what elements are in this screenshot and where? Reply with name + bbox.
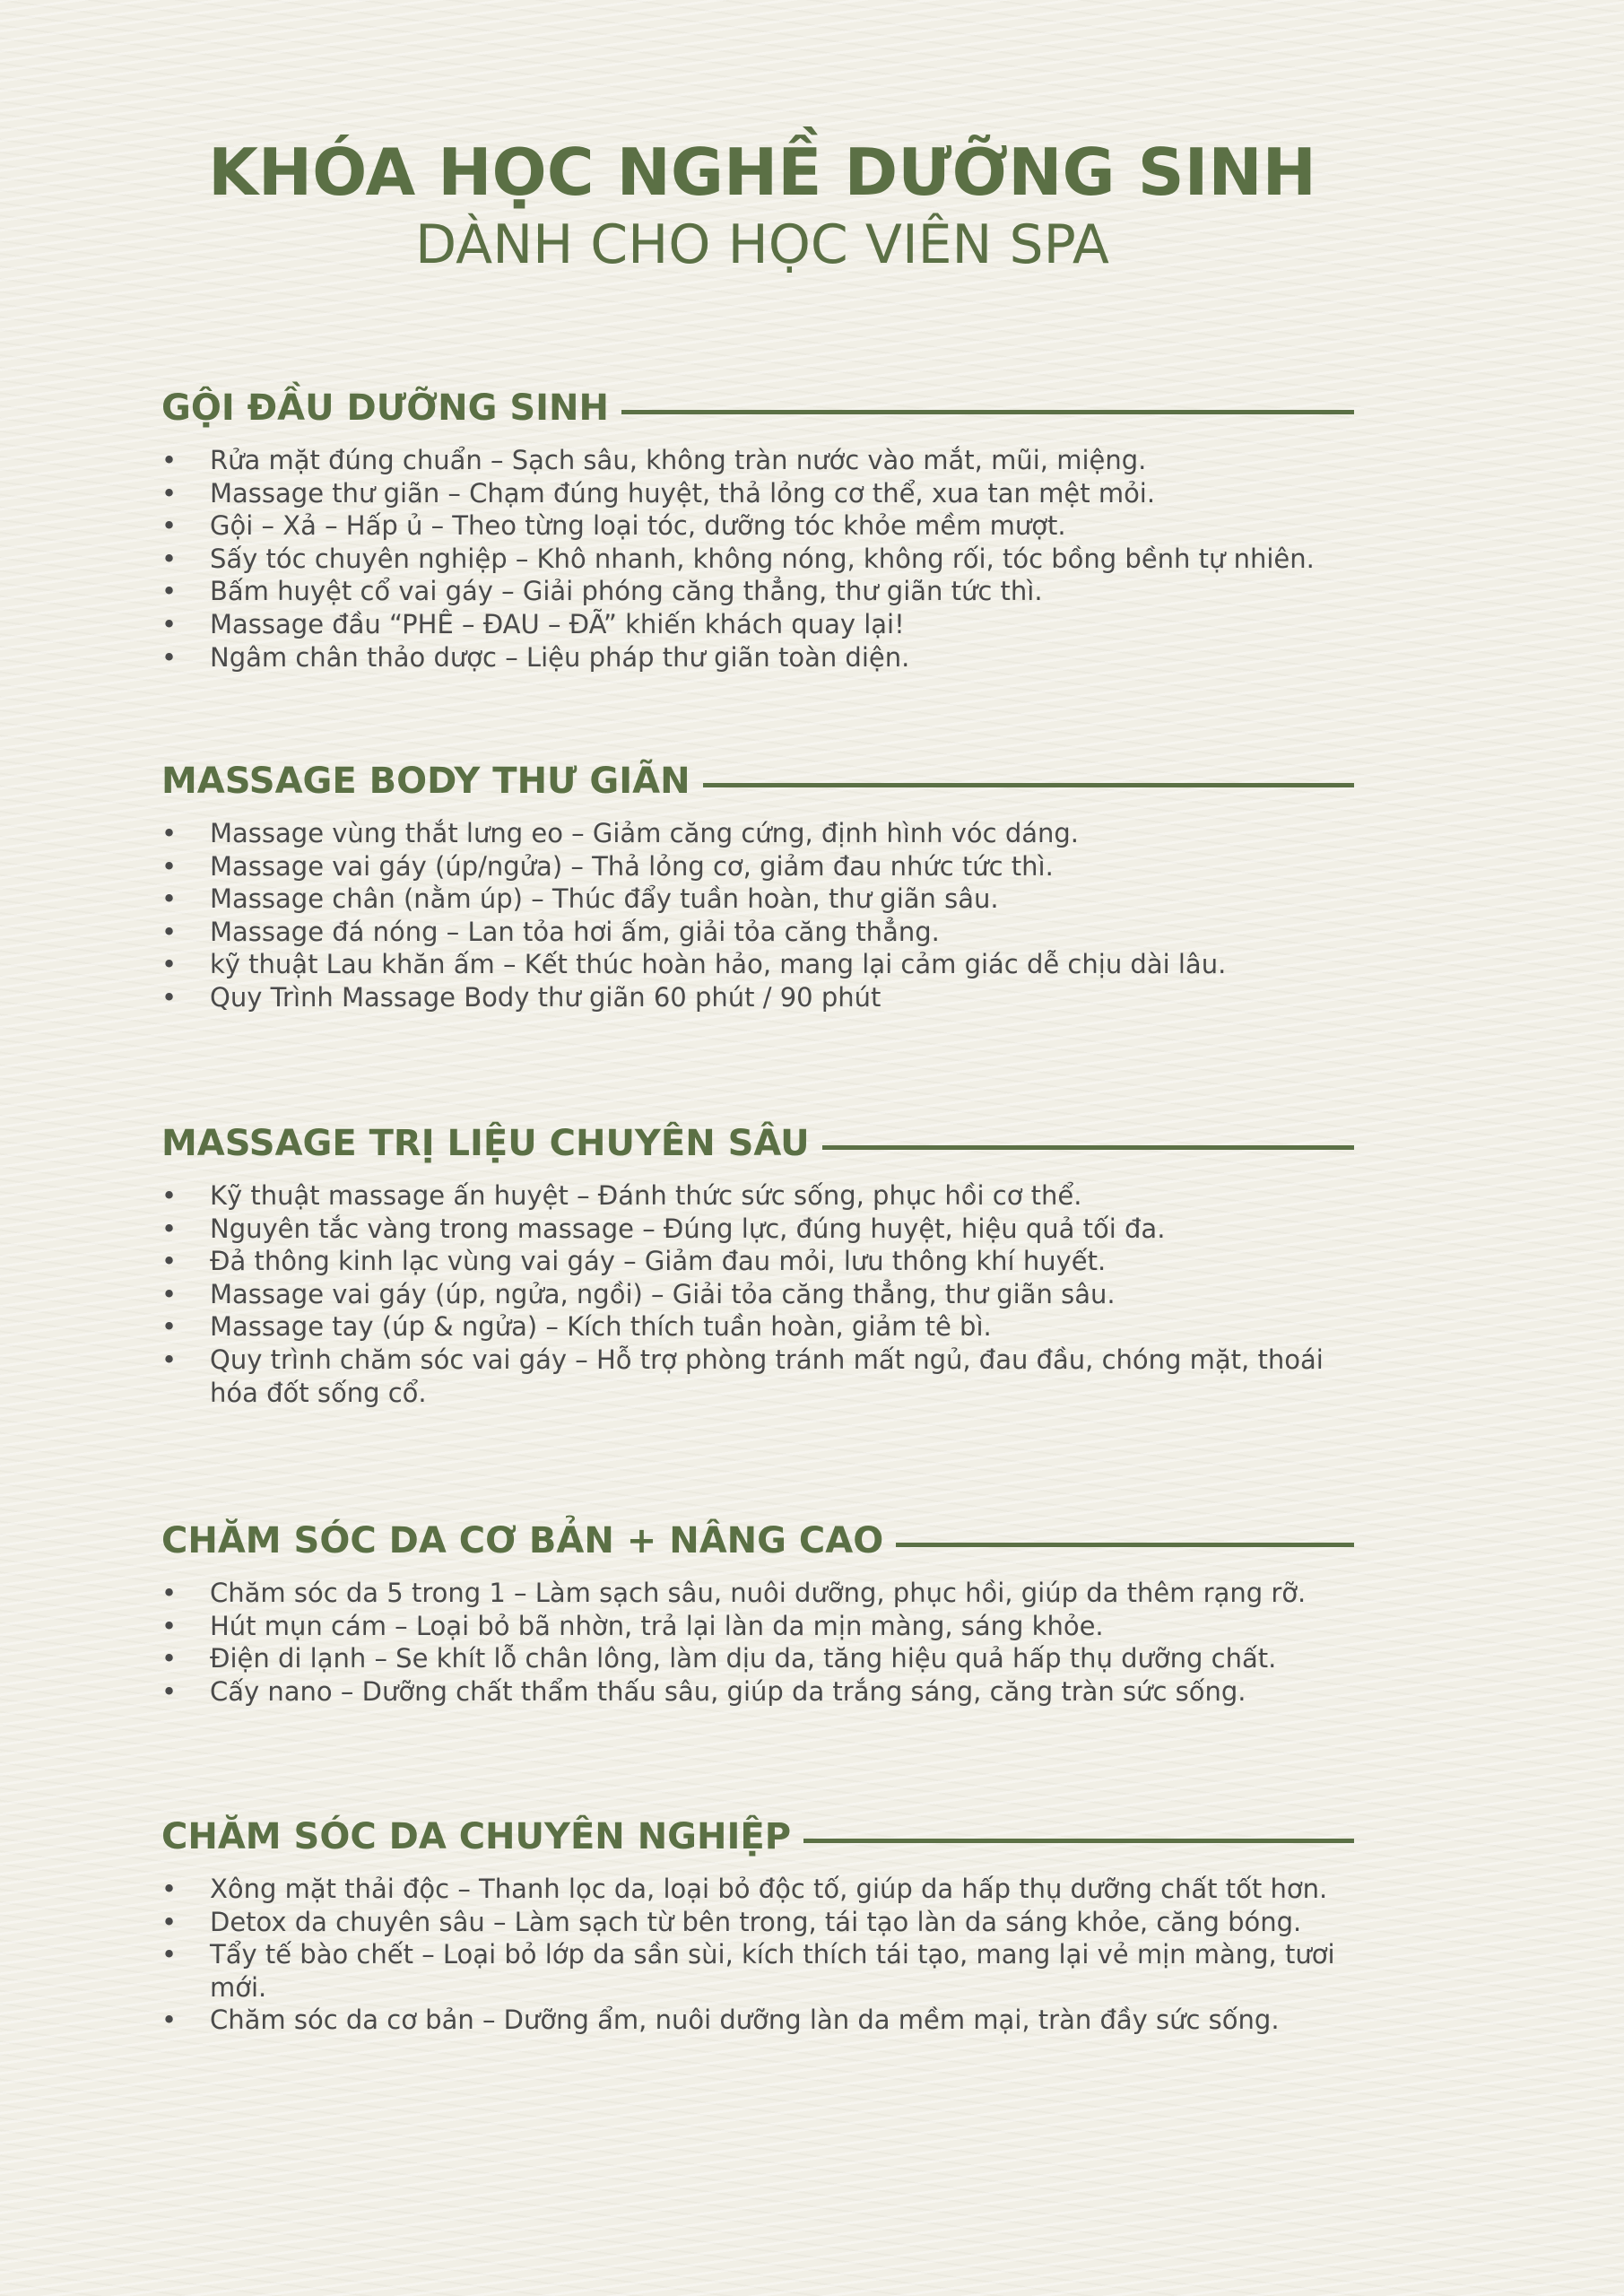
list-item-text: Kỹ thuật massage ấn huyệt – Đánh thức sức sống, phục hồi cơ thể.: [210, 1180, 1082, 1211]
list-item: [161, 916, 1354, 949]
list-item: [161, 543, 1354, 576]
list-item-text: Quy trình chăm sóc vai gáy – Hỗ trợ phòng tránh mất ngủ, đau đầu, chóng mặt, thoái hóa đốt sống cổ.: [210, 1344, 1324, 1408]
bullet-icon: •: [161, 1213, 178, 1244]
section-divider: [803, 1839, 1354, 1843]
list-item: [161, 1278, 1354, 1311]
list-item-text: Ngâm chân thảo dược – Liệu pháp thư giãn toàn diện.: [210, 641, 910, 673]
section-divider: [621, 410, 1354, 414]
bullet-icon: •: [161, 1278, 178, 1309]
list-item-text: Massage vai gáy (úp/ngửa) – Thả lỏng cơ, giảm đau nhức tức thì.: [210, 850, 1054, 882]
list-item-text: Detox da chuyên sâu – Làm sạch từ bên trong, tái tạo làn da sáng khỏe, căng bóng.: [210, 1906, 1302, 1937]
list-item-text: Nguyên tắc vàng trong massage – Đúng lực, đúng huyệt, hiệu quả tối đa.: [210, 1213, 1166, 1244]
list-item: [161, 1873, 1354, 1906]
list-item-text: Đả thông kinh lạc vùng vai gáy – Giảm đau mỏi, lưu thông khí huyết.: [210, 1246, 1107, 1277]
section-header: [161, 1810, 1354, 1864]
list-item: [161, 1642, 1354, 1675]
list-item-text: Massage vai gáy (úp, ngửa, ngồi) – Giải tỏa căng thẳng, thư giãn sâu.: [210, 1278, 1116, 1309]
bullet-icon: •: [161, 445, 178, 475]
list-item: [161, 477, 1354, 510]
bullet-icon: •: [161, 818, 178, 848]
page-subtitle: DÀNH CHO HỌC VIÊN SPA: [415, 213, 1109, 276]
list-item-text: Xông mặt thải độc – Thanh lọc da, loại bỏ độc tố, giúp da hấp thụ dưỡng chất tốt hơn.: [210, 1874, 1328, 1904]
list-item: [161, 608, 1354, 641]
bullet-icon: •: [161, 641, 178, 673]
list-item-text: kỹ thuật Lau khăn ấm – Kết thúc hoàn hảo, mang lại cảm giác dễ chịu dài lâu.: [210, 949, 1227, 980]
section-list: [161, 1577, 1354, 1708]
list-item: [161, 981, 1354, 1014]
list-item-text: Tẩy tế bào chết – Loại bỏ lớp da sần sùi, kích thích tái tạo, mang lại vẻ mịn màng, tươi mới.: [210, 1939, 1335, 2003]
section-title: CHĂM SÓC DA CƠ BẢN + NÂNG CAO: [161, 1520, 884, 1561]
list-item-text: Massage thư giãn – Chạm đúng huyệt, thả lỏng cơ thể, xua tan mệt mỏi.: [210, 477, 1156, 509]
list-item: [161, 1179, 1354, 1213]
list-item: [161, 444, 1354, 477]
section-divider: [703, 783, 1354, 787]
list-item: [161, 1610, 1354, 1643]
section-title: CHĂM SÓC DA CHUYÊN NGHIỆP: [161, 1816, 792, 1857]
bullet-icon: •: [161, 1675, 178, 1707]
section-divider: [822, 1145, 1354, 1150]
list-item-text: Chăm sóc da 5 trong 1 – Làm sạch sâu, nuôi dưỡng, phục hồi, giúp da thêm rạng rỡ.: [210, 1578, 1307, 1608]
list-item-text: Rửa mặt đúng chuẩn – Sạch sâu, không tràn nước vào mắt, mũi, miệng.: [210, 445, 1147, 475]
list-item: [161, 948, 1354, 981]
section-title: GỘI ĐẦU DƯỠNG SINH: [161, 387, 609, 429]
list-item: [161, 1213, 1354, 1246]
list-item-text: Hút mụn cám – Loại bỏ bã nhờn, trả lại làn da mịn màng, sáng khỏe.: [210, 1610, 1104, 1641]
list-item: [161, 641, 1354, 674]
bullet-icon: •: [161, 1874, 178, 1904]
list-item: [161, 575, 1354, 608]
bullet-icon: •: [161, 510, 178, 542]
list-item-text: Massage đá nóng – Lan tỏa hơi ấm, giải tỏa căng thẳng.: [210, 916, 940, 947]
list-item: [161, 1344, 1354, 1409]
list-item-text: Quy Trình Massage Body thư giãn 60 phút / 90 phút: [210, 981, 881, 1013]
list-item: [161, 1577, 1354, 1610]
bullet-icon: •: [161, 543, 178, 574]
bullet-icon: •: [161, 1578, 178, 1608]
bullet-icon: •: [161, 1643, 178, 1674]
section-list: [161, 1179, 1354, 1409]
bullet-icon: •: [161, 1246, 178, 1277]
list-item: [161, 1245, 1354, 1278]
section-title: MASSAGE TRỊ LIỆU CHUYÊN SÂU: [161, 1123, 810, 1164]
list-item: [161, 817, 1354, 850]
bullet-icon: •: [161, 1180, 178, 1211]
section-goi-dau: [161, 381, 1354, 674]
bullet-icon: •: [161, 477, 178, 509]
list-item-text: Massage chân (nằm úp) – Thúc đẩy tuần hoàn, thư giãn sâu.: [210, 883, 999, 915]
bullet-icon: •: [161, 916, 178, 947]
section-list: [161, 1873, 1354, 2037]
list-item-text: Massage vùng thắt lưng eo – Giảm căng cứng, định hình vóc dáng.: [210, 818, 1080, 848]
section-header: [161, 1117, 1354, 1170]
section-title: MASSAGE BODY THƯ GIÃN: [161, 761, 690, 802]
bullet-icon: •: [161, 1610, 178, 1641]
bullet-icon: •: [161, 1311, 178, 1343]
list-item: [161, 1906, 1354, 1939]
list-item: [161, 1938, 1354, 2004]
list-item: [161, 509, 1354, 543]
list-item-text: Massage tay (úp & ngửa) – Kích thích tuần hoàn, giảm tê bì.: [210, 1311, 992, 1343]
page-title: KHÓA HỌC NGHỀ DƯỠNG SINH: [208, 135, 1316, 210]
bullet-icon: •: [161, 1939, 178, 1970]
list-item-text: Massage đầu “PHÊ – ĐAU – ĐÃ” khiến khách quay lại!: [210, 608, 905, 639]
section-massage-tri-lieu: [161, 1117, 1354, 1409]
section-divider: [896, 1543, 1354, 1547]
bullet-icon: •: [161, 576, 178, 607]
list-item: [161, 883, 1354, 916]
list-item-text: Bấm huyệt cổ vai gáy – Giải phóng căng thẳng, thư giãn tức thì.: [210, 576, 1043, 607]
list-item: [161, 1310, 1354, 1344]
bullet-icon: •: [161, 981, 178, 1013]
section-header: [161, 381, 1354, 435]
section-header: [161, 754, 1354, 808]
bullet-icon: •: [161, 2005, 178, 2036]
section-list: [161, 817, 1354, 1014]
list-item: [161, 2004, 1354, 2037]
bullet-icon: •: [161, 1344, 178, 1375]
bullet-icon: •: [161, 608, 178, 639]
list-item: [161, 1675, 1354, 1709]
list-item-text: Chăm sóc da cơ bản – Dưỡng ẩm, nuôi dưỡng làn da mềm mại, tràn đầy sức sống.: [210, 2005, 1280, 2036]
list-item-text: Cấy nano – Dưỡng chất thẩm thấu sâu, giúp da trắng sáng, căng tràn sức sống.: [210, 1675, 1246, 1707]
list-item-text: Sấy tóc chuyên nghiệp – Khô nhanh, không nóng, không rối, tóc bồng bềnh tự nhiên.: [210, 543, 1315, 574]
section-massage-body: [161, 754, 1354, 1014]
section-cham-soc-da-chuyen-nghiep: [161, 1810, 1354, 2037]
section-header: [161, 1514, 1354, 1568]
bullet-icon: •: [161, 850, 178, 882]
list-item-text: Điện di lạnh – Se khít lỗ chân lông, làm dịu da, tăng hiệu quả hấp thụ dưỡng chất.: [210, 1643, 1277, 1674]
section-cham-soc-da-co-ban: [161, 1514, 1354, 1708]
bullet-icon: •: [161, 1906, 178, 1937]
section-list: [161, 444, 1354, 674]
list-item: [161, 850, 1354, 883]
bullet-icon: •: [161, 883, 178, 915]
bullet-icon: •: [161, 949, 178, 980]
list-item-text: Gội – Xả – Hấp ủ – Theo từng loại tóc, dưỡng tóc khỏe mềm mượt.: [210, 510, 1066, 542]
